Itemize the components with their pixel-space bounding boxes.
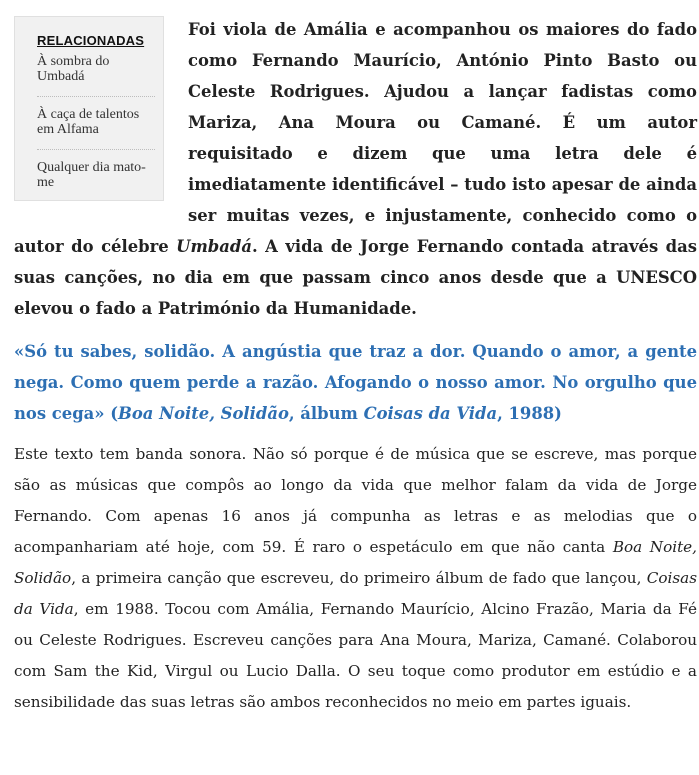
quote-album-title: Coisas da Vida xyxy=(363,404,498,423)
lead-text-2: . A vida de Jorge Fernando contada através das suas canções, no dia em que passam cinco anos desde que a UNESCO elevou o fado a Património da Humanidade. xyxy=(14,237,697,318)
body-album-title: Coisas da Vida xyxy=(14,569,697,618)
pull-quote xyxy=(14,336,697,429)
related-title: RELACIONADAS xyxy=(37,33,145,48)
related-link-qualquer-dia-mato-me[interactable]: Qualquer dia mato-me xyxy=(37,160,146,190)
quote-song-title: Boa Noite, Solidão xyxy=(117,404,289,423)
body-song-title: Boa Noite, Solidão xyxy=(14,538,697,587)
related-link-a-sombra-do-umbada[interactable]: À sombra do Umbadá xyxy=(37,52,155,97)
related-link-a-caca-de-talentos[interactable]: À caça de talentos em Alfama xyxy=(37,105,155,150)
quote-lyrics: «Só tu sabes, solidão. A angústia que traz a dor. Quando o amor, a gente nega. Como quem perde a razão. Afogando o nosso amor. No orgulho que nos cega» ( xyxy=(14,342,697,423)
body-text-1: Este texto tem banda sonora. Não só porque é de música que se escreve, mas porque são as músicas que compôs ao longo da vida que melhor falam da vida de Jorge Fernando. Com apenas 16 anos já compunha as letras e as melodias que o acompanhariam até hoje, com 59. É raro o espetáculo em que não canta xyxy=(14,445,697,556)
body-text-3: , em 1988. Tocou com Amália, Fernando Maurício, Alcino Frazão, Maria da Fé ou Celeste Rodrigues. Escreveu canções para Ana Moura, Mariza, Camané. Colaborou com Sam the Kid, Virgul ou Lucio Dalla. O seu toque como produtor em estúdio e a sensibilidade das suas letras são ambos reconhecidos no meio em partes iguais. xyxy=(14,600,697,711)
related-box xyxy=(14,16,164,201)
body-text-2: , a primeira canção que escreveu, do primeiro álbum de fado que lançou, xyxy=(71,569,647,587)
body-paragraph xyxy=(14,439,697,718)
quote-album-label: , álbum xyxy=(288,404,364,423)
lead-song-title: Umbadá xyxy=(176,237,252,256)
quote-year: , 1988) xyxy=(497,404,562,423)
lead-text-1: Foi viola de Amália e acompanhou os maiores do fado como Fernando Maurício, António Pinto Basto ou Celeste Rodrigues. Ajudou a lançar fadistas como Mariza, Ana Moura ou Camané. É um autor requisitado e dizem que uma letra dele é imediatamente identificável – tudo isto apesar de ainda ser muitas vezes, e injustamente, conhecido como o autor do célebre xyxy=(14,20,697,256)
